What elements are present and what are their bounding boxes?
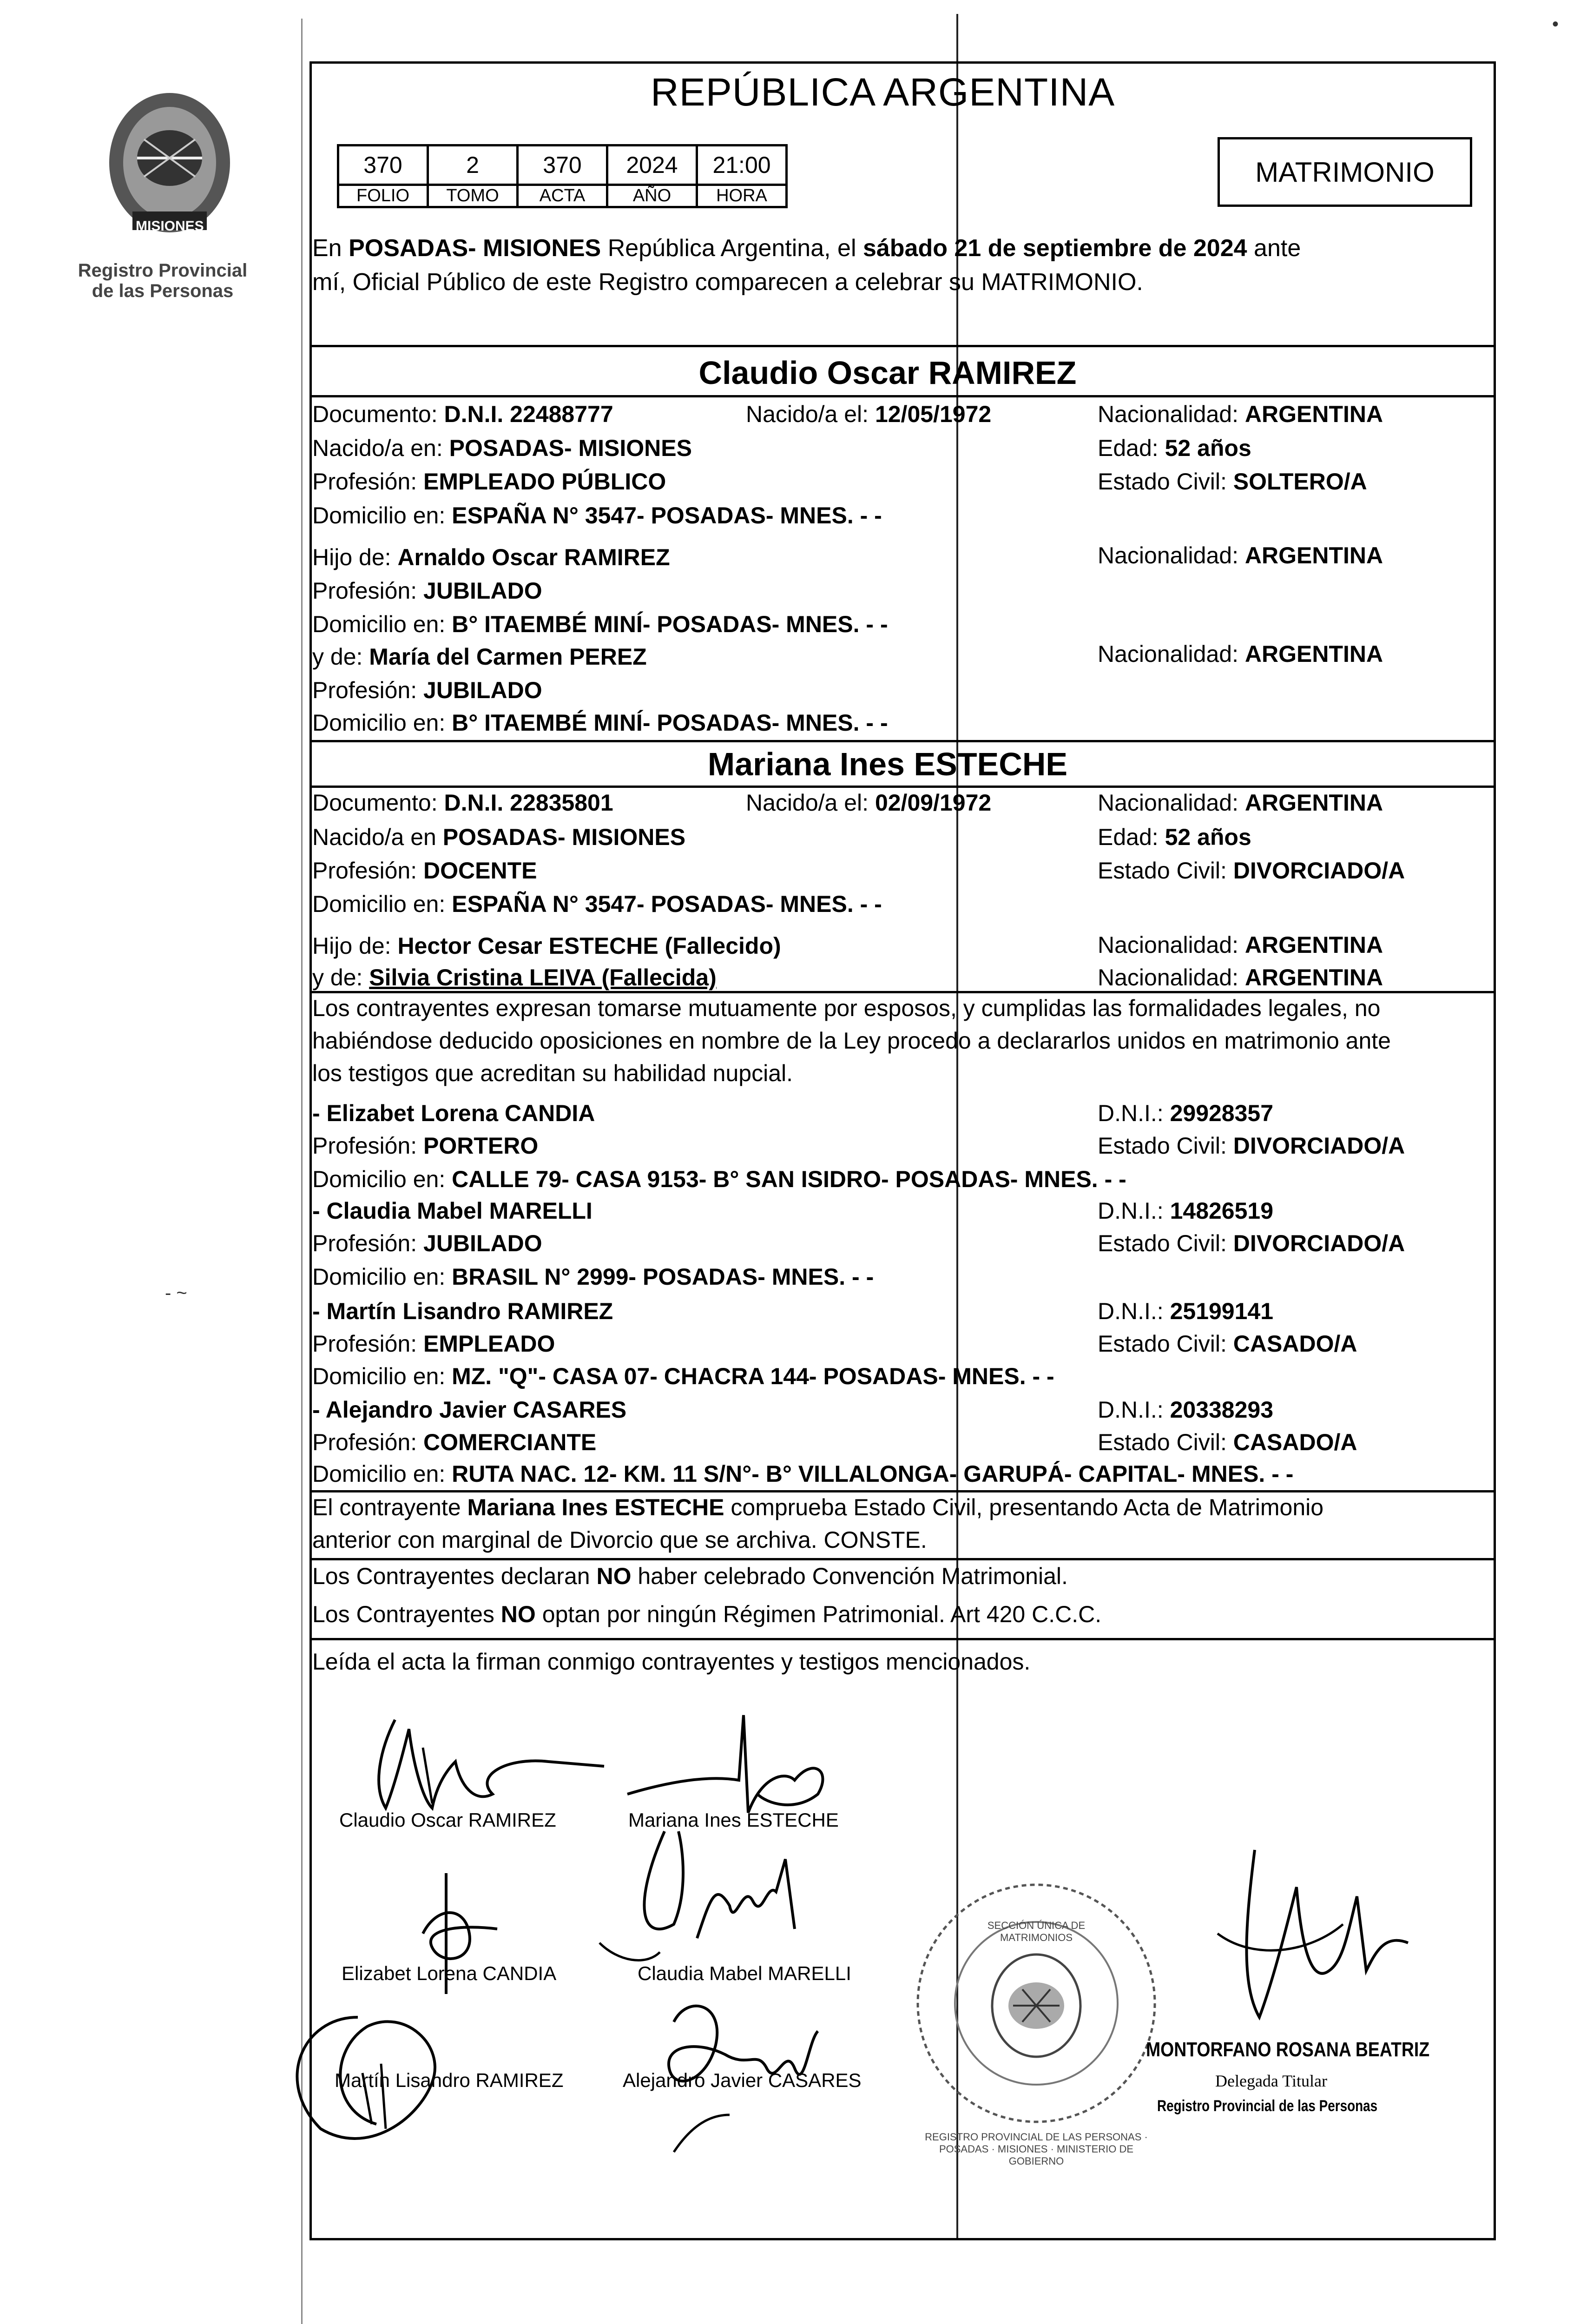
field-value: Arnaldo Oscar RAMIREZ <box>397 544 670 570</box>
signature-elizabet-icon <box>395 1855 534 2008</box>
field-value: 20338293 <box>1170 1397 1274 1423</box>
witness-2-address <box>312 1263 874 1290</box>
field-label: Domicilio en: <box>312 611 452 637</box>
hour-value: 21:00 <box>697 145 787 185</box>
divider <box>309 395 1496 397</box>
bride-nationality <box>1098 789 1383 816</box>
field-label: Nacionalidad: <box>1098 542 1245 568</box>
groom-mother-profession <box>312 677 542 704</box>
witness-1-address <box>312 1166 1126 1193</box>
bride-profession <box>312 857 537 884</box>
field-value: CALLE 79- CASA 9153- B° SAN ISIDRO- POSADAS- MNES. - - <box>452 1166 1126 1192</box>
bride-birthplace <box>312 824 685 851</box>
field-label: Estado Civil: <box>1098 858 1233 884</box>
field-label: Nacionalidad: <box>1098 964 1245 990</box>
groom-birthdate <box>746 401 991 428</box>
field-label: Estado Civil: <box>1098 1331 1233 1357</box>
groom-mother <box>312 643 647 670</box>
intro-text: ante <box>1247 235 1301 262</box>
field-value: 52 años <box>1165 824 1251 850</box>
witness-name: - Claudia Mabel MARELLI <box>312 1198 592 1224</box>
field-label: Profesión: <box>312 1133 424 1159</box>
field-value: 12/05/1972 <box>875 401 992 427</box>
intro-place: POSADAS- MISIONES <box>349 235 601 262</box>
witness-name: - Alejandro Javier CASARES <box>312 1397 627 1423</box>
field-label: Hijo de: <box>312 933 398 959</box>
field-value: 14826519 <box>1170 1198 1274 1224</box>
field-label: Profesión: <box>312 1331 424 1357</box>
regime-line-2 <box>312 1601 1101 1628</box>
witness-3-dni <box>1098 1298 1273 1325</box>
field-value: POSADAS- MISIONES <box>449 435 692 461</box>
field-value: María del Carmen PEREZ <box>369 644 647 670</box>
field-value: D.N.I. 22835801 <box>444 790 613 816</box>
acta-label: ACTA <box>518 185 607 207</box>
witness-2-profession <box>312 1230 542 1257</box>
field-label: Documento: <box>312 401 444 427</box>
field-label: Domicilio en: <box>312 1264 452 1290</box>
divider <box>309 345 1496 347</box>
field-value: JUBILADO <box>423 1230 542 1256</box>
field-value: JUBILADO <box>423 578 542 604</box>
year-value: 2024 <box>607 145 697 185</box>
bride-father-nationality <box>1098 931 1383 958</box>
intro-text: En <box>312 235 349 262</box>
field-value: ARGENTINA <box>1244 401 1383 427</box>
scan-mark: • <box>1552 14 1559 34</box>
field-value: B° ITAEMBÉ MINÍ- POSADAS- MNES. - - <box>452 710 888 736</box>
witness-4-name <box>312 1396 626 1423</box>
witness-3-civil-status <box>1098 1330 1357 1357</box>
regime-flag: NO <box>500 1601 536 1627</box>
groom-nationality <box>1098 401 1383 428</box>
bride-father <box>312 932 781 959</box>
witness-4-dni <box>1098 1396 1273 1423</box>
bride-age <box>1098 824 1251 851</box>
field-value: 25199141 <box>1170 1298 1274 1324</box>
field-value: CASADO/A <box>1233 1331 1357 1357</box>
field-label: Nacido/a en <box>312 824 443 850</box>
field-value: ESPAÑA N° 3547- POSADAS- MNES. - - <box>452 502 882 528</box>
field-label: D.N.I.: <box>1098 1397 1170 1423</box>
field-label: Estado Civil: <box>1098 1429 1233 1455</box>
groom-father-nationality <box>1098 542 1383 569</box>
field-label: Nacido/a el: <box>746 790 875 816</box>
note-name: Mariana Ines ESTECHE <box>467 1494 724 1520</box>
seal-caption <box>65 260 260 301</box>
official-name: MONTORFANO ROSANA BEATRIZ <box>1146 2038 1430 2061</box>
note-text: El contrayente <box>312 1494 467 1520</box>
field-value: COMERCIANTE <box>423 1429 597 1455</box>
bride-civil-status <box>1098 857 1405 884</box>
witness-3-name <box>312 1298 613 1325</box>
field-label: D.N.I.: <box>1098 1298 1170 1324</box>
witness-1-name <box>312 1100 595 1127</box>
field-value: ARGENTINA <box>1244 641 1383 667</box>
field-label: Nacionalidad: <box>1098 790 1245 816</box>
field-label: D.N.I.: <box>1098 1198 1170 1224</box>
intro-line-1 <box>312 235 1301 262</box>
field-value: Silvia Cristina LEIVA (Fallecida) <box>369 964 717 990</box>
regime-line-1 <box>312 1563 1068 1590</box>
registry-table <box>337 144 788 208</box>
divider <box>309 1490 1496 1492</box>
field-value: D.N.I. 22488777 <box>444 401 613 427</box>
field-label: Profesión: <box>312 1230 424 1256</box>
witness-1-dni <box>1098 1100 1273 1127</box>
groom-civil-status <box>1098 468 1367 495</box>
caption-martin: Martín Lisandro RAMIREZ <box>335 2069 564 2091</box>
field-label: y de: <box>312 964 369 990</box>
bride-name: Mariana Ines ESTECHE <box>707 746 1068 782</box>
field-label: Domicilio en: <box>312 710 452 736</box>
regime-text: optan por ningún Régimen Patrimonial. Art 420 C.C.C. <box>535 1601 1102 1627</box>
field-value: DOCENTE <box>423 858 537 884</box>
witness-4-address <box>312 1460 1293 1487</box>
field-label: Nacionalidad: <box>1098 932 1245 958</box>
witness-4-civil-status <box>1098 1429 1357 1456</box>
official-organization: Registro Provincial de las Personas <box>1157 2097 1378 2115</box>
field-label: Domicilio en: <box>312 1363 452 1389</box>
caption-alejandro: Alejandro Javier CASARES <box>623 2069 862 2091</box>
field-label: D.N.I.: <box>1098 1100 1170 1126</box>
witness-2-civil-status <box>1098 1230 1405 1257</box>
field-label: y de: <box>312 644 369 670</box>
field-label: Estado Civil: <box>1098 469 1233 495</box>
field-label: Nacido/a en: <box>312 435 449 461</box>
field-label: Profesión: <box>312 1429 424 1455</box>
field-label: Profesión: <box>312 677 424 703</box>
witness-name: - Martín Lisandro RAMIREZ <box>312 1298 613 1324</box>
declaration-line-1: Los contrayentes expresan tomarse mutuamente por esposos, y cumplidas las formalidades legales, no <box>312 995 1381 1021</box>
groom-name: Claudio Oscar RAMIREZ <box>698 355 1077 391</box>
acta-value: 370 <box>518 145 607 185</box>
divider <box>309 991 1496 993</box>
groom-age <box>1098 435 1251 462</box>
witness-1-profession <box>312 1132 538 1159</box>
signature-intro: Leída el acta la firman conmigo contrayentes y testigos mencionados. <box>312 1649 1031 1675</box>
groom-father-address <box>312 611 888 638</box>
field-value: DIVORCIADO/A <box>1233 1133 1405 1159</box>
groom-mother-address <box>312 709 888 736</box>
field-value: Hector Cesar ESTECHE (Fallecido) <box>397 933 781 959</box>
field-label: Edad: <box>1098 824 1165 850</box>
bride-mother <box>312 964 717 991</box>
bride-mother-nationality <box>1098 964 1383 991</box>
folio-label: FOLIO <box>338 185 428 207</box>
seal-label: MISIONES <box>136 218 204 234</box>
field-label: Profesión: <box>312 578 424 604</box>
field-value: DIVORCIADO/A <box>1233 858 1405 884</box>
stamp-inner-text: SECCIÓN ÚNICA DE MATRIMONIOS <box>987 1920 1086 1943</box>
field-value: ESPAÑA N° 3547- POSADAS- MNES. - - <box>452 891 882 917</box>
field-value: 52 años <box>1165 435 1251 461</box>
field-label: Edad: <box>1098 435 1165 461</box>
field-value: B° ITAEMBÉ MINÍ- POSADAS- MNES. - - <box>452 611 888 637</box>
field-value: DIVORCIADO/A <box>1233 1230 1405 1256</box>
seal-caption-line-2: de las Personas <box>92 281 234 301</box>
field-value: SOLTERO/A <box>1233 469 1367 495</box>
signature-alejandro-icon <box>618 1975 878 2161</box>
intro-text: República Argentina, el <box>601 235 863 262</box>
divider <box>309 786 1496 788</box>
field-value: RUTA NAC. 12- KM. 11 S/N°- B° VILLALONGA- GARUPÁ- CAPITAL- MNES. - - <box>452 1461 1294 1487</box>
regime-text: haber celebrado Convención Matrimonial. <box>631 1563 1068 1589</box>
field-value: ARGENTINA <box>1244 790 1383 816</box>
witness-3-profession <box>312 1330 555 1357</box>
field-label: Estado Civil: <box>1098 1230 1233 1256</box>
bride-document <box>312 789 613 816</box>
field-value: ARGENTINA <box>1244 932 1383 958</box>
field-value: POSADAS- MISIONES <box>442 824 686 850</box>
witness-2-dni <box>1098 1197 1273 1224</box>
field-value: PORTERO <box>423 1133 539 1159</box>
groom-birthplace <box>312 435 692 462</box>
stamp-text: REGISTRO PROVINCIAL DE LAS PERSONAS · POSADAS · MISIONES · MINISTERIO DE GOBIERNO <box>925 2131 1148 2167</box>
field-value: JUBILADO <box>423 677 542 703</box>
groom-father <box>312 544 670 571</box>
field-label: Documento: <box>312 790 444 816</box>
divider <box>309 740 1496 742</box>
field-label: Nacionalidad: <box>1098 401 1245 427</box>
divider <box>309 1558 1496 1560</box>
official-round-stamp-icon <box>906 1873 1166 2133</box>
seal-caption-line-1: Registro Provincial <box>78 260 248 281</box>
groom-document <box>312 401 613 428</box>
official-title: Delegada Titular <box>1215 2072 1327 2090</box>
bride-address <box>312 891 882 918</box>
regime-text: Los Contrayentes declaran <box>312 1563 597 1589</box>
field-label: Nacido/a el: <box>746 401 875 427</box>
folio-value: 370 <box>338 145 428 185</box>
groom-address <box>312 502 882 529</box>
witness-3-address <box>312 1363 1054 1390</box>
caption-claudio: Claudio Oscar RAMIREZ <box>339 1809 556 1831</box>
field-label: Domicilio en: <box>312 891 452 917</box>
groom-father-profession <box>312 577 542 604</box>
witness-4-profession <box>312 1429 596 1456</box>
field-value: ARGENTINA <box>1244 964 1383 990</box>
record-type-box: MATRIMONIO <box>1218 137 1472 207</box>
regime-flag: NO <box>596 1563 632 1589</box>
field-label: Profesión: <box>312 858 424 884</box>
regime-text: Los Contrayentes <box>312 1601 501 1627</box>
caption-mariana: Mariana Ines ESTECHE <box>628 1809 839 1831</box>
scan-mark: - ~ <box>165 1283 187 1303</box>
field-label: Domicilio en: <box>312 1166 452 1192</box>
field-label: Domicilio en: <box>312 502 452 528</box>
field-value: ARGENTINA <box>1244 542 1383 568</box>
year-label: AÑO <box>607 185 697 207</box>
declaration-line-2: habiéndose deducido oposiciones en nombre de la Ley procedo a declararlos unidos en matrimonio ante <box>312 1028 1391 1054</box>
document-title: REPÚBLICA ARGENTINA <box>651 70 1115 114</box>
declaration-line-3: los testigos que acreditan su habilidad nupcial. <box>312 1060 793 1086</box>
field-value: BRASIL N° 2999- POSADAS- MNES. - - <box>452 1264 874 1290</box>
divider <box>309 1638 1496 1640</box>
field-label: Hijo de: <box>312 544 398 570</box>
tomo-label: TOMO <box>428 185 518 207</box>
caption-claudia: Claudia Mabel MARELLI <box>638 1962 851 1984</box>
groom-mother-nationality <box>1098 640 1383 667</box>
groom-profession <box>312 468 666 495</box>
tomo-value: 2 <box>428 145 518 185</box>
field-label: Nacionalidad: <box>1098 641 1245 667</box>
field-value: MZ. "Q"- CASA 07- CHACRA 144- POSADAS- MNES. - - <box>452 1363 1054 1389</box>
hour-label: HORA <box>697 185 787 207</box>
civil-status-note-line-1 <box>312 1494 1323 1521</box>
caption-elizabet: Elizabet Lorena CANDIA <box>342 1962 557 1984</box>
field-value: CASADO/A <box>1233 1429 1357 1455</box>
field-value: 29928357 <box>1170 1100 1274 1126</box>
note-text: comprueba Estado Civil, presentando Acta de Matrimonio <box>724 1494 1324 1520</box>
bride-birthdate <box>746 789 991 816</box>
field-label: Profesión: <box>312 469 424 495</box>
intro-line-2: mí, Oficial Público de este Registro comparecen a celebrar su MATRIMONIO. <box>312 269 1143 296</box>
field-label: Domicilio en: <box>312 1461 452 1487</box>
intro-date: sábado 21 de septiembre de 2024 <box>862 235 1247 262</box>
signature-official-icon <box>1190 1831 1431 2064</box>
witness-name: - Elizabet Lorena CANDIA <box>312 1100 595 1126</box>
field-value: 02/09/1972 <box>875 790 992 816</box>
witness-1-civil-status <box>1098 1132 1405 1159</box>
witness-2-name <box>312 1197 592 1224</box>
field-value: EMPLEADO PÚBLICO <box>423 469 666 495</box>
field-label: Estado Civil: <box>1098 1133 1233 1159</box>
field-value: EMPLEADO <box>423 1331 555 1357</box>
civil-status-note-line-2: anterior con marginal de Divorcio que se archiva. CONSTE. <box>312 1527 927 1553</box>
